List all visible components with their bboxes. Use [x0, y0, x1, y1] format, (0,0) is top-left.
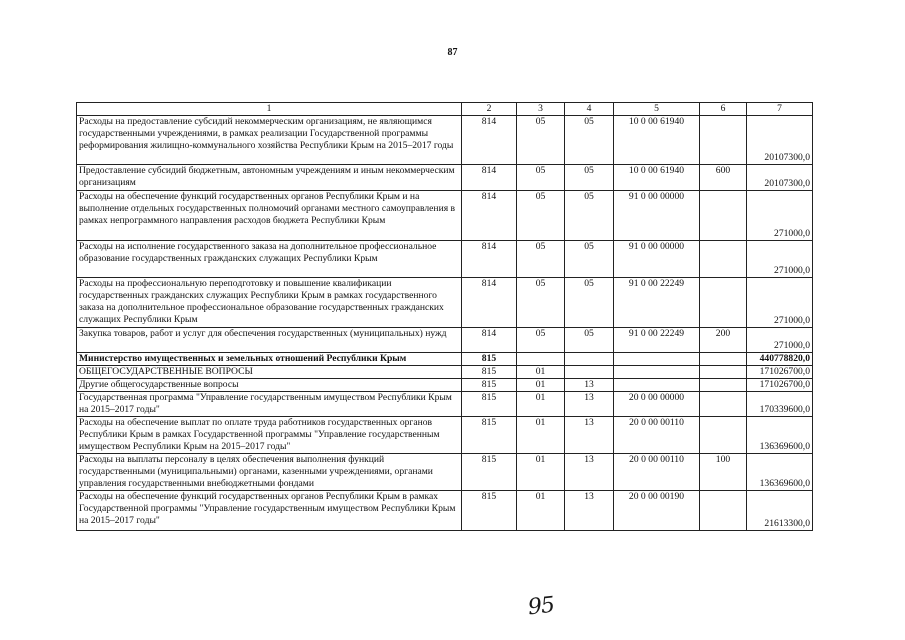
expense-name: Государственная программа "Управление государственным имуществом Республики Крым на 2015–2017 годы": [77, 392, 462, 417]
subsection-code: 05: [565, 241, 614, 278]
ministry-code: 814: [462, 116, 517, 165]
ministry-code: 815: [462, 392, 517, 417]
ministry-code: 815: [462, 491, 517, 531]
section-code: 05: [517, 191, 565, 241]
target-article-code: 91 0 00 00000: [614, 191, 700, 241]
target-article-code: 20 0 00 00110: [614, 454, 700, 491]
page-number: 87: [447, 47, 458, 58]
column-header: 6: [700, 103, 747, 116]
subsection-code: [565, 353, 614, 366]
section-code: 05: [517, 116, 565, 165]
expense-name: Расходы на обеспечение функций государственных органов Республики Крым в рамках Государственной программы "Управление государственным имуществом Республики Крым на 2015–2017 годы": [77, 491, 462, 531]
section-code: 01: [517, 392, 565, 417]
target-article-code: 10 0 00 61940: [614, 165, 700, 191]
ministry-code: 814: [462, 328, 517, 353]
section-code: 05: [517, 278, 565, 328]
expense-name: Расходы на профессиональную переподготовку и повышение квалификации государственных гражданских служащих Республики Крым в рамках государственного заказа на дополнительное профессиональное образование государственных гражданских служащих Республики Крым: [77, 278, 462, 328]
amount: 21613300,0: [747, 491, 813, 531]
target-article-code: 10 0 00 61940: [614, 116, 700, 165]
table-row: [77, 366, 813, 379]
table-row: [77, 454, 813, 491]
table-row: [77, 491, 813, 531]
target-article-code: [614, 366, 700, 379]
table-row: [77, 116, 813, 165]
amount: 20107300,0: [747, 116, 813, 165]
subsection-code: 05: [565, 191, 614, 241]
expense-type-code: [700, 241, 747, 278]
subsection-code: 13: [565, 417, 614, 454]
section-code: [517, 353, 565, 366]
header-row: [77, 103, 813, 116]
column-header: 2: [462, 103, 517, 116]
amount: 171026700,0: [747, 366, 813, 379]
column-header: 1: [77, 103, 462, 116]
target-article-code: 20 0 00 00000: [614, 392, 700, 417]
table-row: [77, 379, 813, 392]
column-header: 7: [747, 103, 813, 116]
target-article-code: 20 0 00 00110: [614, 417, 700, 454]
table-row: [77, 328, 813, 353]
subsection-code: 13: [565, 392, 614, 417]
target-article-code: [614, 353, 700, 366]
expense-type-code: [700, 392, 747, 417]
expense-name: Расходы на обеспечение выплат по оплате труда работников государственных органов Республики Крым в рамках Государственной программы "Управление государственным имуществом Республики Крым на 2015–2017 годы": [77, 417, 462, 454]
subsection-code: [565, 366, 614, 379]
expense-type-code: [700, 191, 747, 241]
subsection-code: 05: [565, 165, 614, 191]
section-code: 01: [517, 454, 565, 491]
subsection-code: 13: [565, 491, 614, 531]
column-header: 4: [565, 103, 614, 116]
section-code: 01: [517, 366, 565, 379]
expense-name: Другие общегосударственные вопросы: [77, 379, 462, 392]
expense-type-code: 600: [700, 165, 747, 191]
amount: 440778820,0: [747, 353, 813, 366]
section-code: 01: [517, 379, 565, 392]
subsection-code: 13: [565, 454, 614, 491]
target-article-code: [614, 379, 700, 392]
ministry-code: 814: [462, 241, 517, 278]
expense-type-code: [700, 353, 747, 366]
expense-name: Министерство имущественных и земельных отношений Республики Крым: [77, 353, 462, 366]
handwritten-page-mark: 95: [526, 592, 556, 621]
target-article-code: 91 0 00 22249: [614, 278, 700, 328]
expense-type-code: 100: [700, 454, 747, 491]
section-code: 05: [517, 165, 565, 191]
expense-name: Расходы на исполнение государственного заказа на дополнительное профессиональное образование государственных гражданских служащих Республики Крым: [77, 241, 462, 278]
amount: 271000,0: [747, 241, 813, 278]
subsection-code: 05: [565, 278, 614, 328]
amount: 136369600,0: [747, 454, 813, 491]
expense-name: Расходы на выплаты персоналу в целях обеспечения выполнения функций государственными (муниципальными) органами, казенными учреждениями, органами управления государственными внебюджетными фондами: [77, 454, 462, 491]
expense-name: Закупка товаров, работ и услуг для обеспечения государственных (муниципальных) нужд: [77, 328, 462, 353]
subsection-code: 05: [565, 116, 614, 165]
amount: 271000,0: [747, 278, 813, 328]
target-article-code: 91 0 00 22249: [614, 328, 700, 353]
section-code: 05: [517, 328, 565, 353]
expense-type-code: [700, 366, 747, 379]
expense-type-code: [700, 491, 747, 531]
table-row: [77, 417, 813, 454]
expense-name: Расходы на предоставление субсидий некоммерческим организациям, не являющимся государственными учреждениями, в рамках реализации Государственной программы реформирования жилищно-коммунального хозяйства Республики Крым на 2015–2017 годы: [77, 116, 462, 165]
column-header: 5: [614, 103, 700, 116]
ministry-code: 814: [462, 191, 517, 241]
amount: 271000,0: [747, 328, 813, 353]
expense-name: Предоставление субсидий бюджетным, автономным учреждениям и иным некоммерческим организациям: [77, 165, 462, 191]
table-row: [77, 353, 813, 366]
ministry-code: 815: [462, 379, 517, 392]
ministry-code: 815: [462, 366, 517, 379]
amount: 271000,0: [747, 191, 813, 241]
table-row: [77, 165, 813, 191]
table-row: [77, 191, 813, 241]
table-row: [77, 392, 813, 417]
expense-type-code: 200: [700, 328, 747, 353]
expense-type-code: [700, 116, 747, 165]
expense-type-code: [700, 379, 747, 392]
ministry-code: 814: [462, 278, 517, 328]
expense-name: Расходы на обеспечение функций государственных органов Республики Крым и на выполнение отдельных государственных полномочий органами местного самоуправления в рамках непрограммного направления расходов бюджета Республики Крым: [77, 191, 462, 241]
ministry-code: 815: [462, 454, 517, 491]
amount: 20107300,0: [747, 165, 813, 191]
amount: 171026700,0: [747, 379, 813, 392]
ministry-code: 815: [462, 417, 517, 454]
amount: 136369600,0: [747, 417, 813, 454]
target-article-code: 91 0 00 00000: [614, 241, 700, 278]
section-code: 01: [517, 417, 565, 454]
table-row: [77, 241, 813, 278]
amount: 170339600,0: [747, 392, 813, 417]
column-header: 3: [517, 103, 565, 116]
subsection-code: 13: [565, 379, 614, 392]
expense-name: ОБЩЕГОСУДАРСТВЕННЫЕ ВОПРОСЫ: [77, 366, 462, 379]
expense-type-code: [700, 278, 747, 328]
expense-type-code: [700, 417, 747, 454]
subsection-code: 05: [565, 328, 614, 353]
section-code: 05: [517, 241, 565, 278]
section-code: 01: [517, 491, 565, 531]
target-article-code: 20 0 00 00190: [614, 491, 700, 531]
ministry-code: 815: [462, 353, 517, 366]
ministry-code: 814: [462, 165, 517, 191]
budget-table: [76, 102, 813, 531]
table-row: [77, 278, 813, 328]
